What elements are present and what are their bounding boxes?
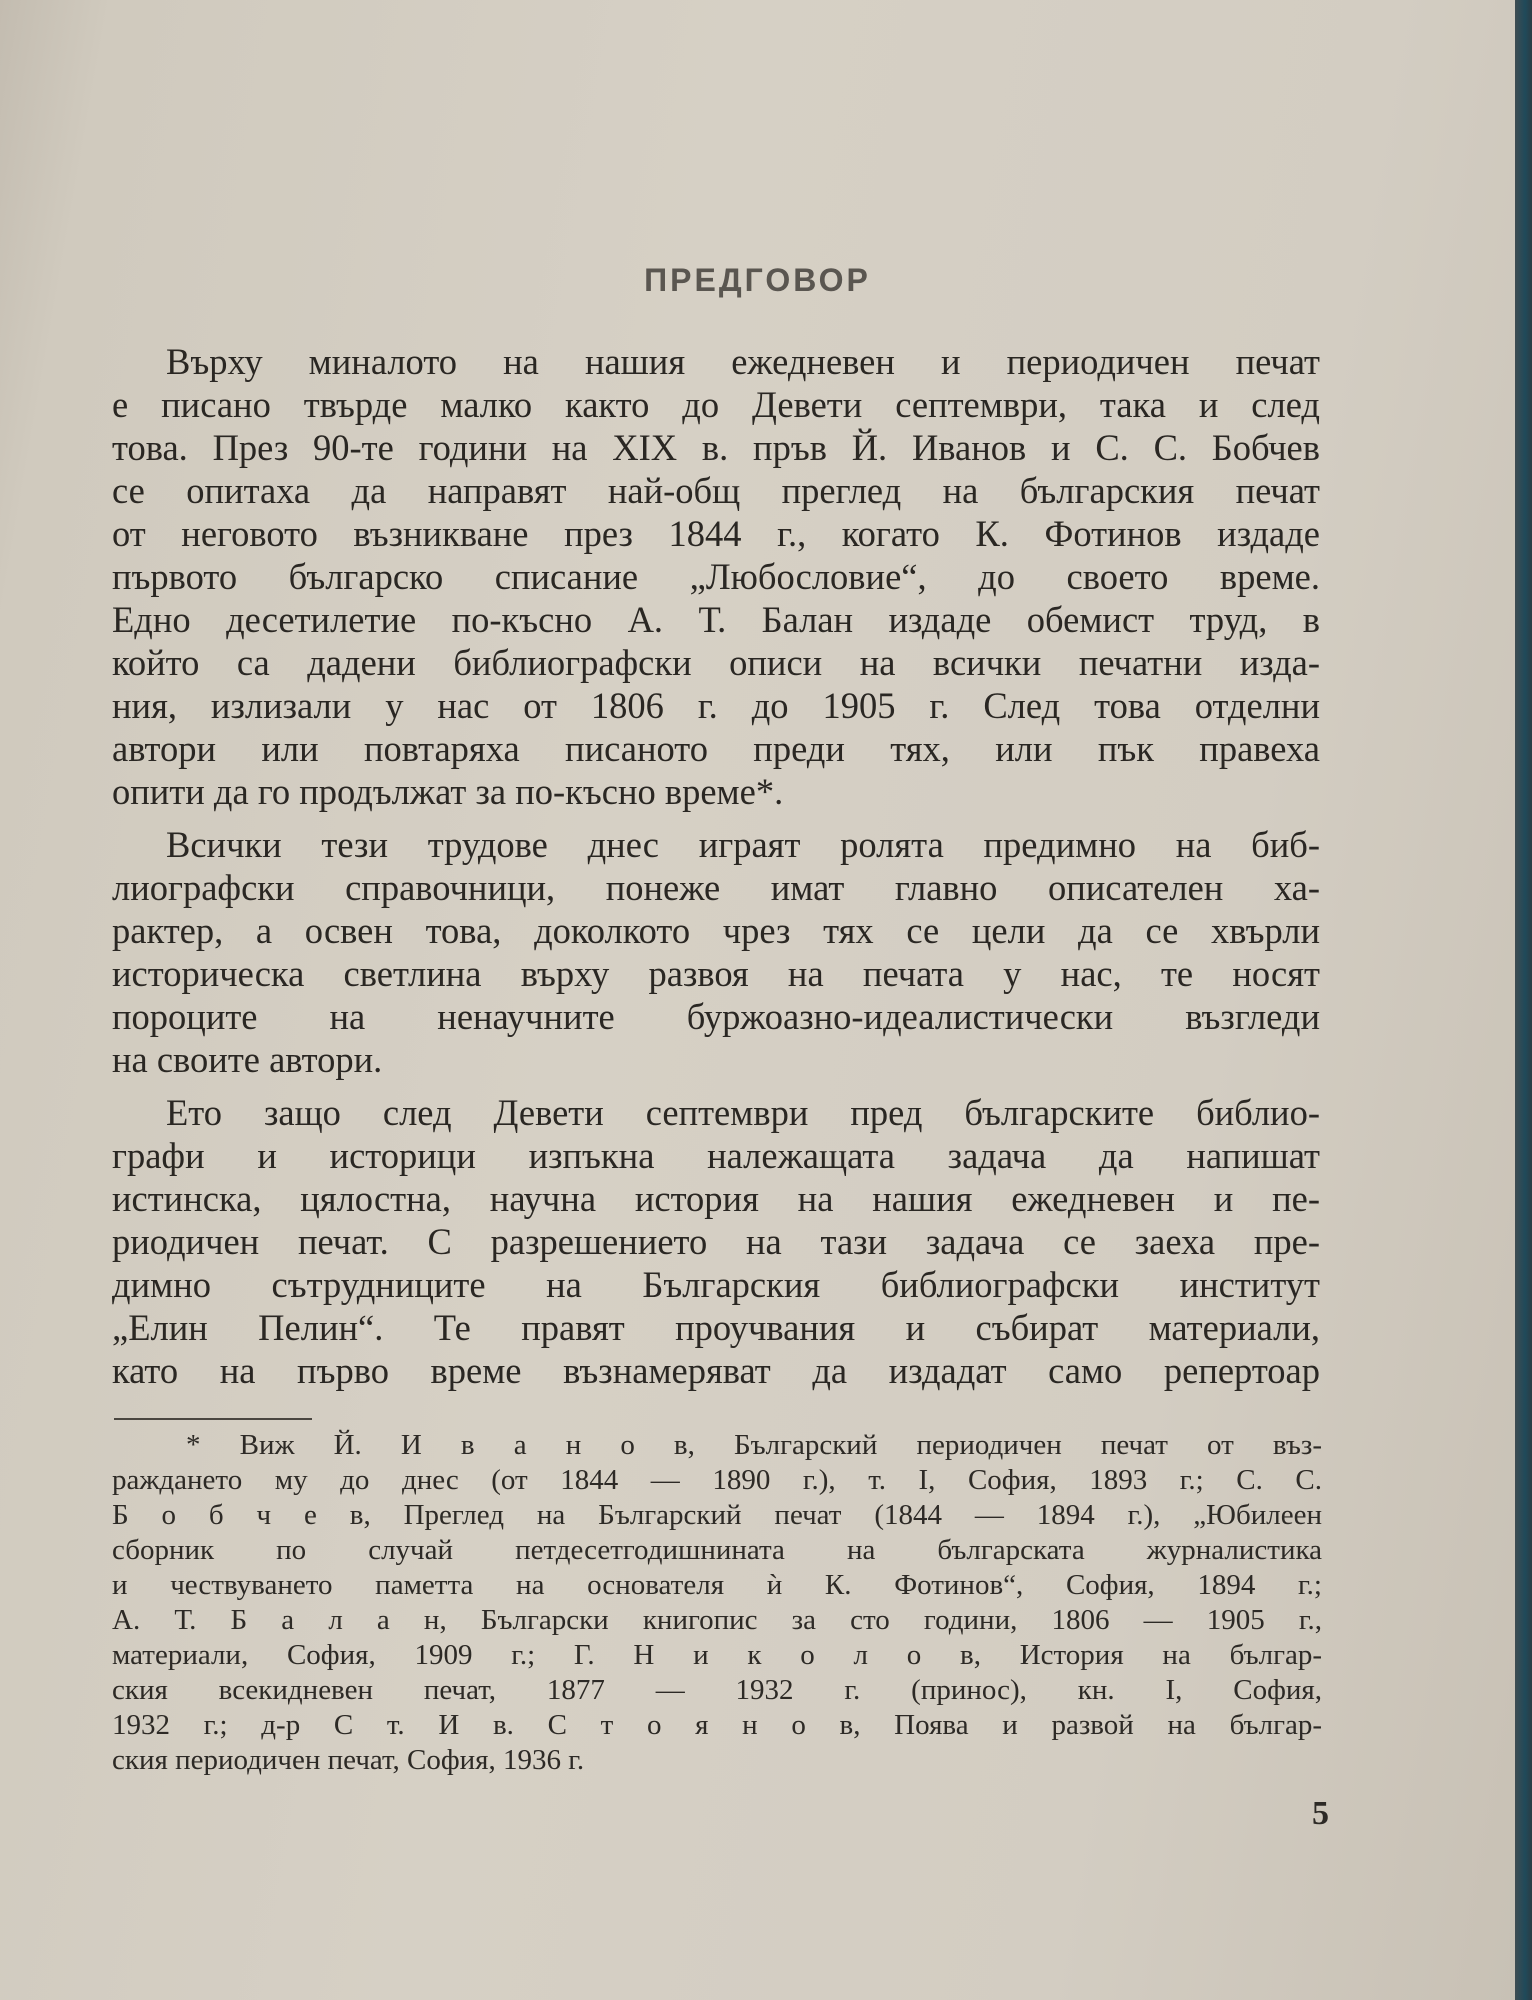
paragraph [112,1091,1320,1392]
footnote-line: ския периодичен печат, София, 1936 г. [112,1744,585,1776]
text-line: това. През 90-те години на XIX в. пръв Й. Иванов и С. С. Бобчев [112,427,1320,468]
text-line: пороците на ненаучните буржоазно-идеалистически възгледи [112,996,1320,1037]
text-line: на своите автори. [112,1039,383,1080]
text-line: автори или повтаряха писаното преди тях, или пък правеха [112,728,1320,769]
text-line: от неговото възникване през 1844 г., когато К. Фотинов издаде [112,513,1320,554]
text-line: който са дадени библиографски описи на всички печатни изда- [112,642,1320,683]
text-line: опити да го продължат за по-късно време*. [112,771,784,812]
text-line: Всички тези трудове днес играят ролята предимно на биб- [166,824,1320,865]
paragraph [112,340,1320,813]
text-line: лиографски справочници, понеже имат главно описателен ха- [112,867,1320,908]
text-line: истинска, цялостна, научна история на нашия ежедневен и пе- [112,1178,1320,1219]
footnote-line: Б о б ч е в, Преглед на Българский печат (1844 — 1894 г.), „Юбилеен [112,1499,1322,1531]
book-cover-edge [1515,0,1532,2000]
footnote-line: * Виж Й. И в а н о в, Българский периодичен печат от въз- [186,1429,1322,1461]
text-line: историческа светлина върху развоя на печата у нас, те носят [112,953,1320,994]
page-number: 5 [1312,1795,1329,1832]
text-line: Ето защо след Девети септември пред българските библио- [166,1092,1320,1133]
text-line: димно сътрудниците на Българския библиографски институт [112,1264,1320,1305]
footnote-line: и чествуването паметта на основателя ѝ К. Фотинов“, София, 1894 г.; [112,1569,1322,1601]
body-text [112,340,1320,1392]
footnote-line: ския всекидневен печат, 1877 — 1932 г. (принос), кн. I, София, [112,1674,1322,1706]
text-line: графи и историци изпъкна належащата задача да напишат [112,1135,1320,1176]
footnote-line: материали, София, 1909 г.; Г. Н и к о л о в, История на българ- [112,1639,1322,1671]
footnote-line: 1932 г.; д-р С т. И в. С т о я н о в, Поява и развой на българ- [112,1709,1322,1741]
page-title: ПРЕДГОВОР [644,262,871,298]
text-line: Върху миналото на нашия ежедневен и периодичен печат [166,341,1320,382]
footnote-line: сборник по случай петдесетгодишнината на българската журналистика [112,1534,1322,1566]
text-line: е писано твърде малко както до Девети септември, така и след [112,384,1320,425]
text-line: първото българско списание „Любословие“, до своето време. [112,556,1320,597]
text-line: ния, излизали у нас от 1806 г. до 1905 г. След това отделни [112,685,1320,726]
text-line: рактер, а освен това, доколкото чрез тях се цели да се хвърли [112,910,1320,951]
footnote-line: А. Т. Б а л а н, Български книгопис за сто години, 1806 — 1905 г., [112,1604,1322,1636]
text-line: риодичен печат. С разрешението на тази задача се заеха пре- [112,1221,1320,1262]
footnote-divider [114,1418,312,1420]
text-line: се опитаха да направят най-общ преглед на българския печат [112,470,1320,511]
footnote [112,1428,1322,1778]
text-line: „Елин Пелин“. Те правят проучвания и събират материали, [112,1307,1320,1348]
footnote-line: раждането му до днес (от 1844 — 1890 г.), т. I, София, 1893 г.; С. С. [112,1464,1322,1496]
paragraph [112,823,1320,1081]
text-line: Едно десетилетие по-късно А. Т. Балан издаде обемист труд, в [112,599,1320,640]
text-line: като на първо време възнамеряват да издадат само репертоар [112,1350,1320,1391]
